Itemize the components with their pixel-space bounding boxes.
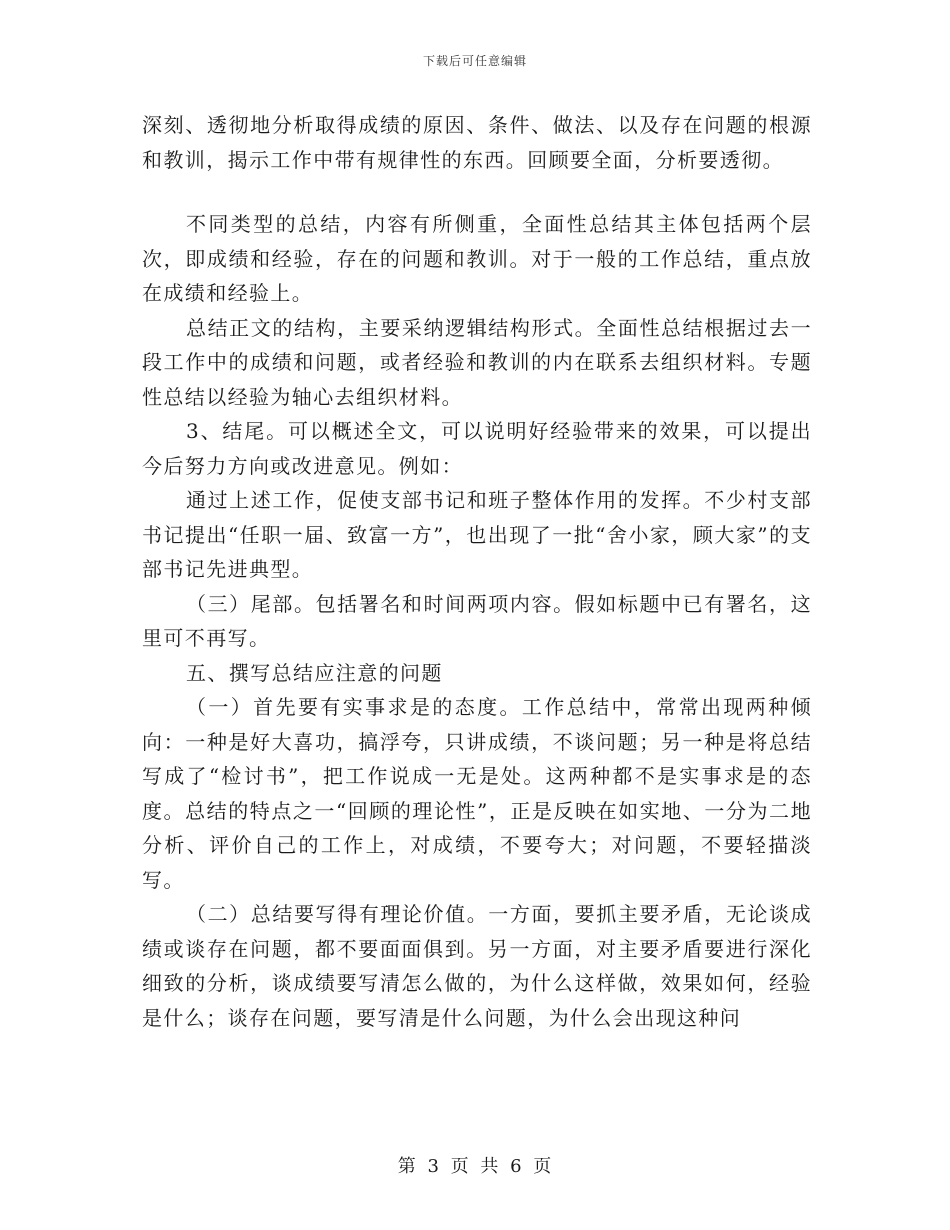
section-heading: 五、撰写总结应注意的问题 <box>186 660 443 685</box>
paragraph: 3、结尾。可以概述全文，可以说明好经验带来的效果，可以提出今后努力方向或改进意见。例如： <box>142 419 812 478</box>
paragraph: （二）总结要写得有理论价值。一方面，要抓主要矛盾，无论谈成绩或谈存在问题，都不要面面俱到。另一方面，对主要矛盾要进行深化细致的分析，谈成绩要写清怎么做的，为什么这样做，效果如何，经验是什么；谈存在问题，要写清是什么问题，为什么会出现这种问 <box>142 902 812 1030</box>
paragraph: 总结正文的结构，主要采纳逻辑结构形式。全面性总结根据过去一段工作中的成绩和问题，或者经验和教训的内在联系去组织材料。专题性总结以经验为轴心去组织材料。 <box>142 315 812 409</box>
header-note: 下载后可任意编辑 <box>422 54 527 68</box>
document-body <box>142 108 812 1035</box>
paragraph: 不同类型的总结，内容有所侧重，全面性总结其主体包括两个层次，即成绩和经验，存在的问题和教训。对于一般的工作总结，重点放在成绩和经验上。 <box>142 212 812 305</box>
paragraph: 通过上述工作，促使支部书记和班子整体作用的发挥。不少村支部书记提出“任职一届、致富一方”，也出现了一批“舍小家，顾大家”的支部书记先进典型。 <box>142 488 812 581</box>
paragraph: （一）首先要有实事求是的态度。工作总结中，常常出现两种倾向：一种是好大喜功，搞浮夸，只讲成绩，不谈问题；另一种是将总结写成了“检讨书”，把工作说成一无是处。这两种都不是实事求是的态度。总结的特点之一“回顾的理论性”，正是反映在如实地、一分为二地分析、评价自己的工作上，对成绩，不要夸大；对问题，不要轻描淡写。 <box>142 695 812 892</box>
paragraph: （三）尾部。包括署名和时间两项内容。假如标题中已有署名，这里可不再写。 <box>142 591 812 650</box>
paragraph-continuation: 深刻、透彻地分析取得成绩的原因、条件、做法、以及存在问题的根源和教训，揭示工作中带有规律性的东西。回顾要全面，分析要透彻。 <box>142 113 812 172</box>
page-number: 第 3 页 共 6 页 <box>397 1156 553 1177</box>
